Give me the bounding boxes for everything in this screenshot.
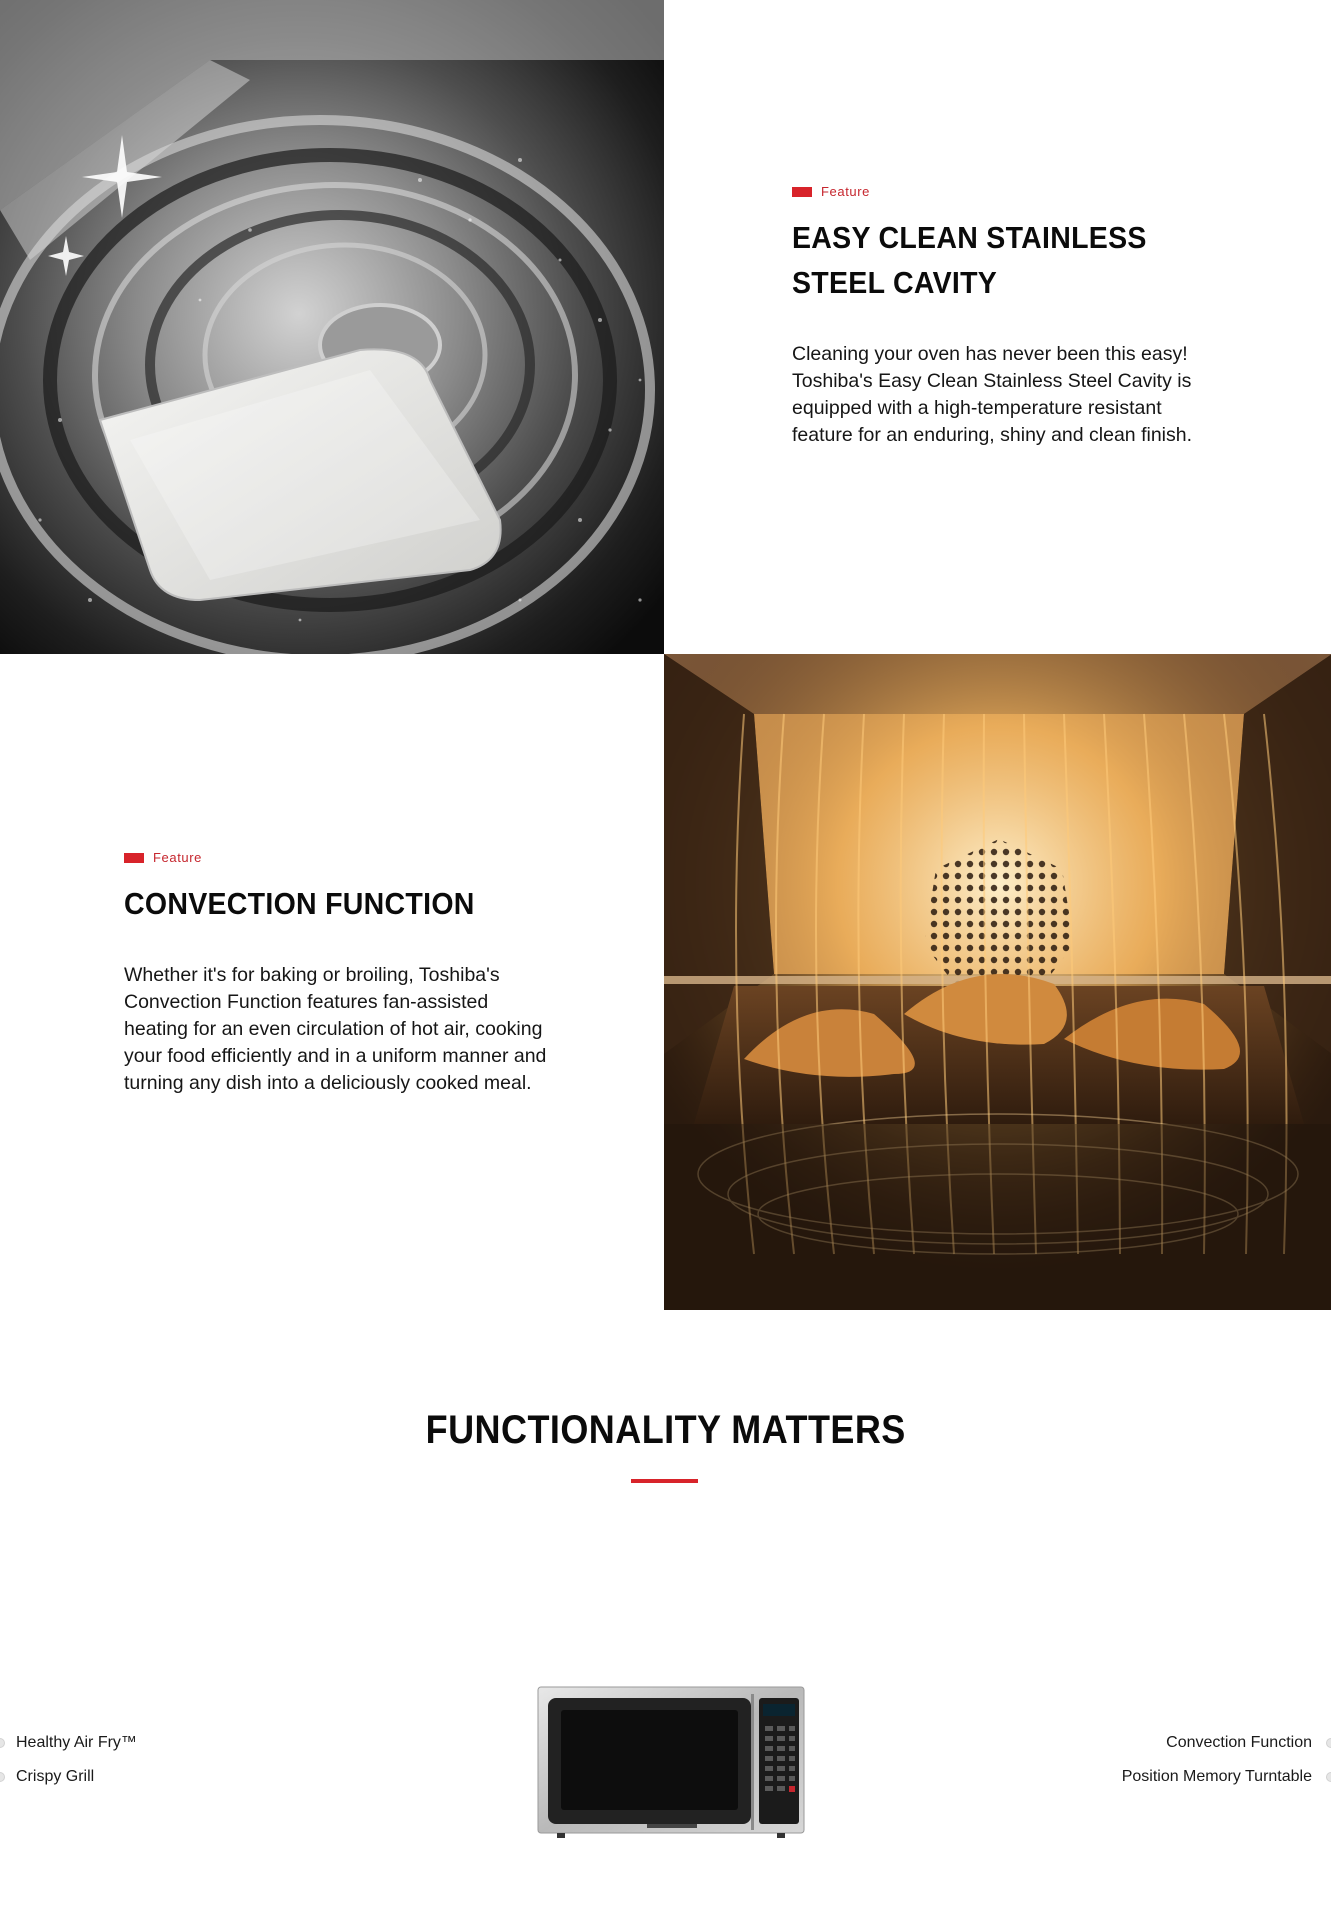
- feature-title: CONVECTION FUNCTION: [124, 886, 475, 921]
- feature-convection: [124, 850, 554, 1097]
- feature-title: EASY CLEAN STAINLESS STEEL CAVITY: [792, 220, 1147, 300]
- title-underline: [631, 1479, 698, 1483]
- function-item-label: Convection Function: [1166, 1734, 1312, 1751]
- feature-tag-marker: [124, 853, 144, 863]
- function-item-label: Position Memory Turntable: [1121, 1768, 1312, 1785]
- function-item-crispy-grill[interactable]: [0, 1760, 137, 1794]
- feature-description: Cleaning your oven has never been this easy! Toshiba's Easy Clean Stainless Steel Cavity is equipped with a high-temperature resistant feature for an enduring, shiny and clean finish.: [792, 343, 1193, 446]
- bullet-dot-icon: [0, 1738, 5, 1748]
- function-item-label: Crispy Grill: [16, 1768, 95, 1785]
- function-item-position-memory-turntable[interactable]: [1122, 1760, 1331, 1794]
- feature-easy-clean: [792, 184, 1222, 449]
- feature-tag: [124, 850, 554, 865]
- function-item-convection[interactable]: [1122, 1726, 1331, 1760]
- feature-tag: [792, 184, 1222, 199]
- functionality-list-left: [0, 1726, 137, 1794]
- easy-clean-cavity-image: [0, 0, 664, 654]
- feature-tag-label: Feature: [821, 184, 871, 199]
- functionality-title-text: FUNCTIONALITY MATTERS: [425, 1408, 906, 1452]
- functionality-list-right: [1122, 1726, 1331, 1794]
- bullet-dot-icon: [1326, 1772, 1331, 1782]
- function-item-healthy-air-fry[interactable]: [0, 1726, 137, 1760]
- functionality-title: [0, 1408, 1331, 1453]
- feature-tag-label: Feature: [153, 850, 203, 865]
- bullet-dot-icon: [1326, 1738, 1331, 1748]
- feature-tag-marker: [792, 187, 812, 197]
- feature-description: Whether it's for baking or broiling, Toshiba's Convection Function features fan-assisted heating for an even circulation of hot air, cooking your food efficiently and in a uniform manner and turning any dish into a deliciously cooked meal.: [124, 964, 547, 1094]
- bullet-dot-icon: [0, 1772, 5, 1782]
- convection-oven-image: [664, 654, 1331, 1310]
- function-item-label: Healthy Air Fry™: [16, 1734, 137, 1751]
- microwave-product-image: [537, 1686, 805, 1840]
